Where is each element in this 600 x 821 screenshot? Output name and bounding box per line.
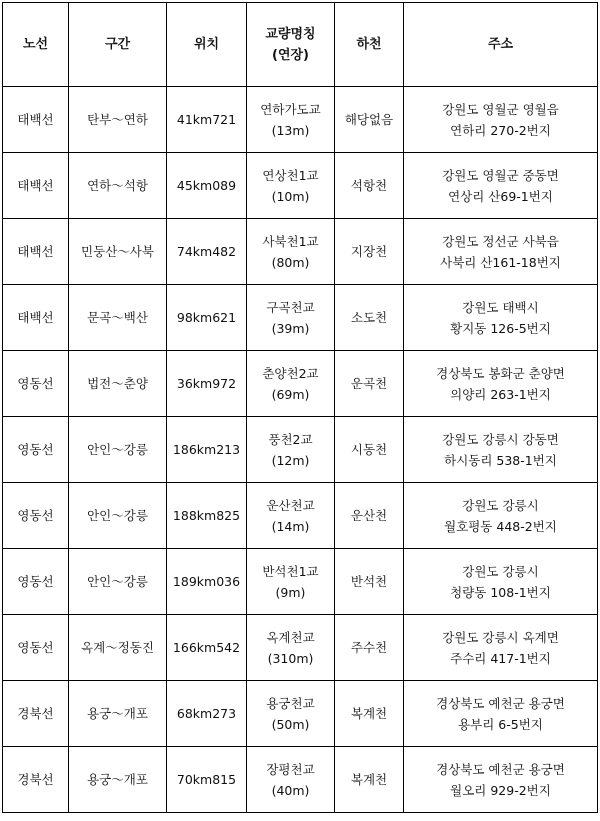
bridge-length: (310m) [267, 650, 314, 666]
header-address: 주소 [404, 3, 598, 87]
address-line-1: 경상북도 봉화군 춘양면 [436, 365, 565, 381]
cell-line: 태백선 [3, 153, 69, 219]
address-line-1: 강원도 태백시 [462, 299, 539, 315]
table-body [3, 87, 598, 813]
cell-line: 영동선 [3, 417, 69, 483]
address-line-2: 연하리 270-2번지 [450, 122, 551, 138]
cell-river: 시동천 [335, 417, 404, 483]
cell-river: 석항천 [335, 153, 404, 219]
table-row [3, 219, 598, 285]
cell-bridge [247, 681, 335, 747]
cell-bridge [247, 87, 335, 153]
bridge-length: (13m) [271, 122, 310, 138]
address-line-2: 의양리 263-1번지 [450, 386, 551, 402]
cell-location: 45km089 [167, 153, 247, 219]
cell-line: 영동선 [3, 615, 69, 681]
cell-river: 복계천 [335, 747, 404, 813]
table-row [3, 351, 598, 417]
table-row [3, 549, 598, 615]
cell-location: 186km213 [167, 417, 247, 483]
cell-section: 안인～강릉 [69, 417, 167, 483]
cell-line: 영동선 [3, 351, 69, 417]
cell-section: 탄부～연하 [69, 87, 167, 153]
table-row [3, 417, 598, 483]
bridge-name: 연하가도교 [260, 101, 321, 117]
cell-line: 영동선 [3, 483, 69, 549]
bridge-length: (40m) [271, 782, 310, 798]
cell-bridge [247, 351, 335, 417]
cell-section: 민둥산～사북 [69, 219, 167, 285]
cell-river: 주수천 [335, 615, 404, 681]
bridge-name: 풍천2교 [268, 431, 313, 447]
cell-river: 지장천 [335, 219, 404, 285]
cell-river: 운곡천 [335, 351, 404, 417]
bridge-name: 사북천1교 [262, 233, 319, 249]
cell-bridge [247, 219, 335, 285]
header-bridge-name: 교량명칭 [265, 26, 316, 42]
bridge-name: 운산천교 [266, 497, 315, 513]
address-line-2: 월호평동 448-2번지 [444, 518, 557, 534]
cell-line: 태백선 [3, 219, 69, 285]
header-line: 노선 [3, 3, 69, 87]
table-row [3, 483, 598, 549]
cell-section: 법전～춘양 [69, 351, 167, 417]
header-row [3, 3, 598, 87]
bridge-name: 연상천1교 [262, 167, 319, 183]
cell-location: 98km621 [167, 285, 247, 351]
cell-address [404, 483, 598, 549]
header-section: 구간 [69, 3, 167, 87]
cell-bridge [247, 153, 335, 219]
table-row [3, 615, 598, 681]
address-line-1: 강원도 강릉시 [462, 563, 539, 579]
address-line-1: 경상북도 예천군 용궁면 [436, 761, 565, 777]
address-line-1: 강원도 영월군 중동면 [442, 167, 559, 183]
header-location: 위치 [167, 3, 247, 87]
cell-location: 68km273 [167, 681, 247, 747]
table-row [3, 153, 598, 219]
cell-location: 36km972 [167, 351, 247, 417]
bridge-length: (14m) [271, 518, 310, 534]
cell-address [404, 219, 598, 285]
bridge-table [2, 2, 598, 813]
bridge-length: (69m) [271, 386, 310, 402]
bridge-length: (9m) [275, 584, 306, 600]
cell-address [404, 153, 598, 219]
cell-location: 166km542 [167, 615, 247, 681]
cell-bridge [247, 549, 335, 615]
address-line-2: 주수리 417-1번지 [450, 650, 551, 666]
bridge-name: 반석천1교 [262, 563, 319, 579]
bridge-length: (50m) [271, 716, 310, 732]
cell-section: 용궁～개포 [69, 681, 167, 747]
address-line-1: 경상북도 예천군 용궁면 [436, 695, 565, 711]
cell-section: 옥계～정동진 [69, 615, 167, 681]
address-line-2: 황지동 126-5번지 [450, 320, 551, 336]
cell-bridge [247, 483, 335, 549]
cell-address [404, 549, 598, 615]
table-row [3, 681, 598, 747]
cell-address [404, 681, 598, 747]
cell-bridge [247, 615, 335, 681]
bridge-length: (39m) [271, 320, 310, 336]
cell-location: 74km482 [167, 219, 247, 285]
address-line-2: 하시동리 538-1번지 [444, 452, 557, 468]
cell-section: 연하～석항 [69, 153, 167, 219]
bridge-length: (12m) [271, 452, 310, 468]
bridge-name: 장평천교 [266, 761, 315, 777]
bridge-length: (80m) [271, 254, 310, 270]
cell-address [404, 351, 598, 417]
cell-river: 복계천 [335, 681, 404, 747]
table-row [3, 747, 598, 813]
address-line-1: 강원도 강릉시 옥계면 [442, 629, 559, 645]
header-bridge-length: (연장) [272, 47, 309, 63]
header-bridge [247, 3, 335, 87]
bridge-name: 용궁천교 [266, 695, 315, 711]
table-row [3, 285, 598, 351]
address-line-2: 연상리 산69-1번지 [448, 188, 553, 204]
cell-location: 70km815 [167, 747, 247, 813]
bridge-name: 춘양천2교 [262, 365, 319, 381]
bridge-name: 구곡천교 [266, 299, 315, 315]
address-line-1: 강원도 정선군 사북읍 [442, 233, 559, 249]
table-row [3, 87, 598, 153]
cell-river: 반석천 [335, 549, 404, 615]
cell-section: 문곡～백산 [69, 285, 167, 351]
cell-line: 태백선 [3, 285, 69, 351]
address-line-1: 강원도 강릉시 [462, 497, 539, 513]
cell-location: 189km036 [167, 549, 247, 615]
cell-bridge [247, 417, 335, 483]
cell-address [404, 87, 598, 153]
cell-line: 태백선 [3, 87, 69, 153]
header-river: 하천 [335, 3, 404, 87]
cell-river: 운산천 [335, 483, 404, 549]
address-line-2: 사북리 산161-18번지 [440, 254, 561, 270]
cell-bridge [247, 285, 335, 351]
cell-address [404, 417, 598, 483]
address-line-2: 청량동 108-1번지 [450, 584, 551, 600]
cell-line: 영동선 [3, 549, 69, 615]
cell-bridge [247, 747, 335, 813]
cell-section: 안인～강릉 [69, 549, 167, 615]
address-line-2: 월오리 929-2번지 [450, 782, 551, 798]
cell-line: 경북선 [3, 681, 69, 747]
address-line-1: 강원도 영월군 영월읍 [442, 101, 559, 117]
cell-address [404, 285, 598, 351]
address-line-1: 강원도 강릉시 강동면 [442, 431, 559, 447]
cell-section: 용궁～개포 [69, 747, 167, 813]
cell-river: 소도천 [335, 285, 404, 351]
cell-location: 41km721 [167, 87, 247, 153]
address-line-2: 용부리 6-5번지 [458, 716, 543, 732]
cell-address [404, 747, 598, 813]
cell-line: 경북선 [3, 747, 69, 813]
cell-address [404, 615, 598, 681]
table-header [3, 3, 598, 87]
bridge-length: (10m) [271, 188, 310, 204]
bridge-name: 옥계천교 [266, 629, 315, 645]
cell-location: 188km825 [167, 483, 247, 549]
cell-section: 안인～강릉 [69, 483, 167, 549]
cell-river: 해당없음 [335, 87, 404, 153]
